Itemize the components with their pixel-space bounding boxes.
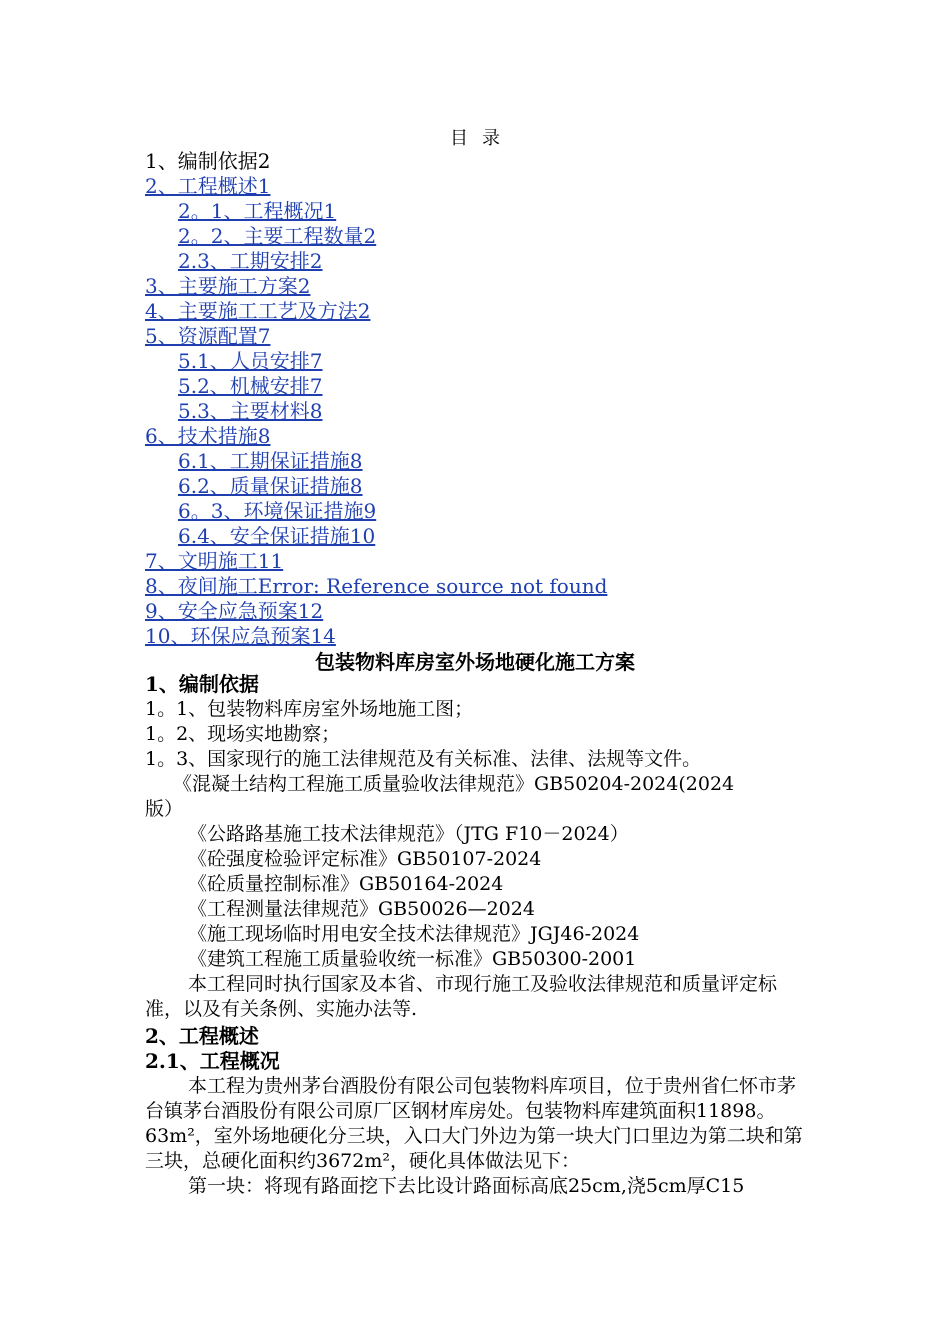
toc-item-resources[interactable]: 5、资源配置7 xyxy=(145,324,271,348)
standard-roadbed: 《公路路基施工技术法律规范》（JTG F10－2024） xyxy=(188,823,629,845)
toc-item-night-construction[interactable]: 8、夜间施工Error: Reference source not found xyxy=(145,574,608,598)
toc-item-civilized-construction[interactable]: 7、文明施工11 xyxy=(145,549,284,573)
standard-concrete: 《混凝土结构工程施工质量验收法律规范》GB50204-2024(2024 xyxy=(173,773,735,795)
toc-item-technical-measures[interactable]: 6、技术措施8 xyxy=(145,424,271,448)
basis-item-2: 1。2、现场实地勘察； xyxy=(145,723,341,745)
paragraph-first-block: 第一块：将现有路面挖下去比设计路面标高底25cm,浇5cm厚C15 xyxy=(188,1175,745,1197)
toc-item-schedule-guarantee[interactable]: 6.1、工期保证措施8 xyxy=(178,449,363,473)
basis-item-1: 1。1、包装物料库房室外场地施工图； xyxy=(145,698,474,720)
toc-item-main-quantities[interactable]: 2。2、主要工程数量2 xyxy=(178,224,377,248)
standard-acceptance: 《建筑工程施工质量验收统一标准》GB50300-2001 xyxy=(188,948,637,970)
toc-item-environment-emergency[interactable]: 10、环保应急预案14 xyxy=(145,624,336,648)
heading-basis: 1、编制依据 xyxy=(145,672,259,696)
standard-survey: 《工程测量法律规范》GB50026—2024 xyxy=(188,898,535,920)
standard-electricity: 《施工现场临时用电安全技术法律规范》JGJ46-2024 xyxy=(188,923,640,945)
toc-item-safety-emergency[interactable]: 9、安全应急预案12 xyxy=(145,599,324,623)
standard-concrete-cont: 版） xyxy=(145,798,184,820)
toc-item-schedule[interactable]: 2.3、工期安排2 xyxy=(178,249,323,273)
toc-item-project-summary[interactable]: 2。1、工程概况1 xyxy=(178,199,337,223)
basis-item-3: 1。3、国家现行的施工法律规范及有关标准、法律、法规等文件。 xyxy=(145,748,702,770)
standard-strength: 《砼强度检验评定标准》GB50107-2024 xyxy=(188,848,542,870)
standard-quality-control: 《砼质量控制标准》GB50164-2024 xyxy=(188,873,504,895)
toc-item-environment-guarantee[interactable]: 6。3、环境保证措施9 xyxy=(178,499,377,523)
toc-item-machinery[interactable]: 5.2、机械安排7 xyxy=(178,374,323,398)
toc-item-construction-plan[interactable]: 3、主要施工方案2 xyxy=(145,274,311,298)
toc-item-process-methods[interactable]: 4、主要施工工艺及方法2 xyxy=(145,299,371,323)
toc-item-personnel[interactable]: 5.1、人员安排7 xyxy=(178,349,323,373)
paragraph-project-summary: 本工程为贵州茅台酒股份有限公司包装物料库项目，位于贵州省仁怀市茅台镇茅台酒股份有限公司原厂区钢材库房处。包装物料库建筑面积11898。63m²，室外场地硬化分三块，入口大门外边为第一块大门口里边为第二块和第三块，总硬化面积约3672m²，硬化具体做法见下： xyxy=(145,1075,803,1172)
toc-item-basis[interactable]: 1、编制依据2 xyxy=(145,149,271,173)
document-title: 包装物料库房室外场地硬化施工方案 xyxy=(315,650,635,674)
toc-item-materials[interactable]: 5.3、主要材料8 xyxy=(178,399,323,423)
heading-overview: 2、工程概述 xyxy=(145,1024,259,1048)
table-of-contents xyxy=(145,149,825,649)
paragraph-standards-note: 本工程同时执行国家及本省、市现行施工及验收法律规范和质量评定标准，以及有关条例、实施办法等. xyxy=(145,973,778,1020)
toc-item-safety-guarantee[interactable]: 6.4、安全保证措施10 xyxy=(178,524,376,548)
heading-project-summary: 2.1、工程概况 xyxy=(145,1049,280,1073)
toc-item-quality-guarantee[interactable]: 6.2、质量保证措施8 xyxy=(178,474,363,498)
document-body xyxy=(145,672,810,1199)
toc-item-overview[interactable]: 2、工程概述1 xyxy=(145,174,271,198)
toc-title: 目录 xyxy=(450,128,514,149)
